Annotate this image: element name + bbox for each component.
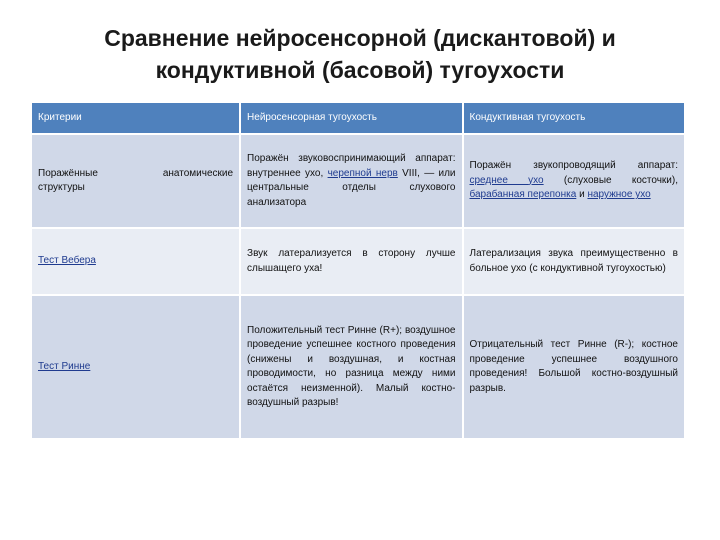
link-middle-ear[interactable]: среднее ухо [469, 174, 544, 186]
table-header-row [31, 102, 685, 134]
link-rinne-test[interactable]: Тест Ринне [38, 360, 91, 372]
link-outer-ear[interactable]: наружное ухо [587, 189, 651, 201]
link-eardrum[interactable]: барабанная перепонка [469, 189, 577, 201]
table-row-structures [31, 134, 685, 228]
conductive-structures-text-1: Поражён звукопроводящий аппарат: [469, 160, 678, 172]
slide-title-line-1: Сравнение нейросенсорной (дискантовой) и [104, 25, 616, 51]
criterion-structures-word-1: Поражённые [38, 167, 98, 179]
sensorineural-structures-text-1: Поражён звуковоспринимающий аппарат: внутреннее ухо, [247, 153, 456, 179]
link-cranial-nerve[interactable]: черепной нерв [327, 167, 398, 179]
criterion-rinne-cell [31, 295, 240, 439]
slide-title [40, 22, 680, 86]
slide-title-line-2: кондуктивной (басовой) тугоухости [155, 57, 565, 83]
conductive-structures-cell [463, 134, 686, 228]
conductive-structures-text-3: и [576, 189, 588, 201]
conductive-rinne-cell: Отрицательный тест Ринне (R-); костное проведение успешнее воздушного проведения! Большой костно-воздушный разрыв. [463, 295, 686, 439]
criterion-structures-word-2: анатомические [162, 167, 234, 179]
criterion-structures-word-3: структуры [38, 182, 85, 193]
comparison-table [30, 101, 686, 440]
table-row-weber [31, 228, 685, 295]
table-row-rinne [31, 295, 685, 439]
sensorineural-structures-cell [240, 134, 462, 228]
sensorineural-structures-text-2: VIII, — или центральные отделы слухового анализатора [247, 167, 456, 208]
sensorineural-weber-cell: Звук латерализуется в сторону лучше слышащего уха! [240, 228, 462, 295]
link-weber-test[interactable]: Тест Вебера [38, 255, 96, 267]
conductive-weber-cell: Латерализация звука преимущественно в больное ухо (с кондуктивной тугоухостью) [463, 228, 686, 295]
sensorineural-rinne-cell: Положительный тест Ринне (R+); воздушное проведение успешнее костного проведения (снижены и воздушная, и костная проводимости, но разница между ними остаётся неизменной). Малый костно-воздушный разрыв! [240, 295, 462, 439]
header-criteria: Критерии [31, 102, 240, 134]
conductive-structures-text-2: (слуховые косточки), [543, 174, 678, 186]
header-conductive: Кондуктивная тугоухость [463, 102, 686, 134]
criterion-structures [31, 134, 240, 228]
header-sensorineural: Нейросенсорная тугоухость [240, 102, 462, 134]
criterion-weber-cell [31, 228, 240, 295]
